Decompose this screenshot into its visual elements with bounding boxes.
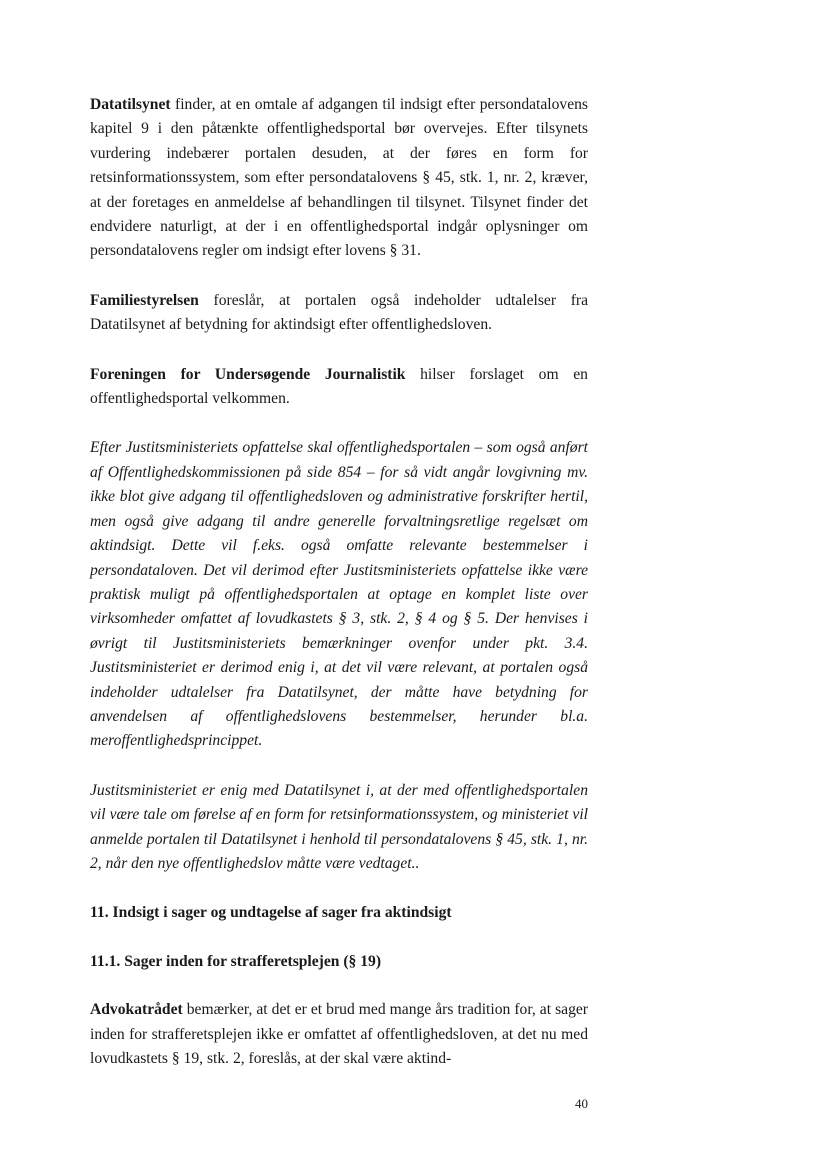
- paragraph-lead: Foreningen for Undersøgende Journalistik: [90, 365, 406, 383]
- paragraph-justitsministeriet-opfattelse: [90, 436, 588, 753]
- paragraph-datatilsynet: [90, 93, 588, 264]
- paragraph-text: Justitsministeriet er enig med Datatilsynet i, at der med offentlighedsportalen vil være tale om førelse af en form for retsinformationssystem, og ministeriet vil anmelde portalen til Datatilsynet i henhold til persondatalovens § 45, stk. 1, nr. 2, når den nye offentlighedslov måtte være vedtaget..: [90, 781, 588, 872]
- section-heading: 11. Indsigt i sager og undtagelse af sager fra aktindsigt: [90, 904, 452, 922]
- paragraph-lead: Familiestyrelsen: [90, 291, 199, 309]
- paragraph-justitsministeriet-enig: [90, 779, 588, 877]
- paragraph-text: foreslår, at portalen også indeholder udtalelser fra Datatilsynet af betydning for aktindsigt efter offentlighedsloven.: [90, 291, 588, 334]
- subsection-heading: 11.1. Sager inden for strafferetsplejen (§ 19): [90, 952, 382, 970]
- document-page: [90, 93, 588, 1071]
- paragraph-familiestyrelsen: [90, 289, 588, 338]
- paragraph-lead: Datatilsynet: [90, 96, 171, 113]
- paragraph-text: finder, at en omtale af adgangen til indsigt efter persondatalovens kapitel 9 i den påtænkte offentlighedsportal bør overvejes. Efter tilsynets vurdering indebærer portalen desuden, at der føres en form for retsinformationssystem, som efter persondatalovens § 45, stk. 1, nr. 2, kræver, at der foretages en anmeldelse af behandlingen til tilsynet. Tilsynet finder det endvidere naturligt, at der i en offentlighedsportal indgår oplysninger om persondatalovens regler om indsigt efter lovens § 31.: [90, 96, 588, 260]
- paragraph-lead: Advokatrådet: [90, 1001, 183, 1019]
- paragraph-advokatraadet: [90, 998, 588, 1071]
- paragraph-foreningen: [90, 363, 588, 412]
- paragraph-text: Efter Justitsministeriets opfattelse skal offentlighedsportalen – som også anført af Offentlighedskommissionen på side 854 – for så vidt angår lovgivning mv. ikke blot give adgang til offentlighedsloven og administrative forskrifter hertil, men også give adgang til andre generelle forvaltningsretlige regelsæt om aktindsigt. Dette vil f.eks. også omfatte relevante bestemmelser i persondataloven. Det vil derimod efter Justitsministeriets opfattelse ikke være praktisk muligt på offentlighedsportalen at optage en komplet liste over virksomheder omfattet af lovudkastets § 3, stk. 2, § 4 og § 5. Der henvises i øvrigt til Justitsministeriets bemærkninger ovenfor under pkt. 3.4. Justitsministeriet er derimod enig i, at det vil være relevant, at portalen også indeholder udtalelser fra Datatilsynet, der måtte have betydning for anvendelsen af offentlighedslovens bestemmelser, herunder bl.a. meroffentlighedsprincippet.: [90, 439, 588, 750]
- paragraph-text: bemærker, at det er et brud med mange års tradition for, at sager inden for strafferetsplejen ikke er omfattet af offentlighedsloven, at det nu med lovudkastets § 19, stk. 2, foreslås, at der skal være aktind-: [90, 1001, 588, 1067]
- paragraph-text: hilser forslaget om en offentlighedsportal velkommen.: [90, 365, 588, 408]
- page-number: 40: [575, 1096, 588, 1111]
